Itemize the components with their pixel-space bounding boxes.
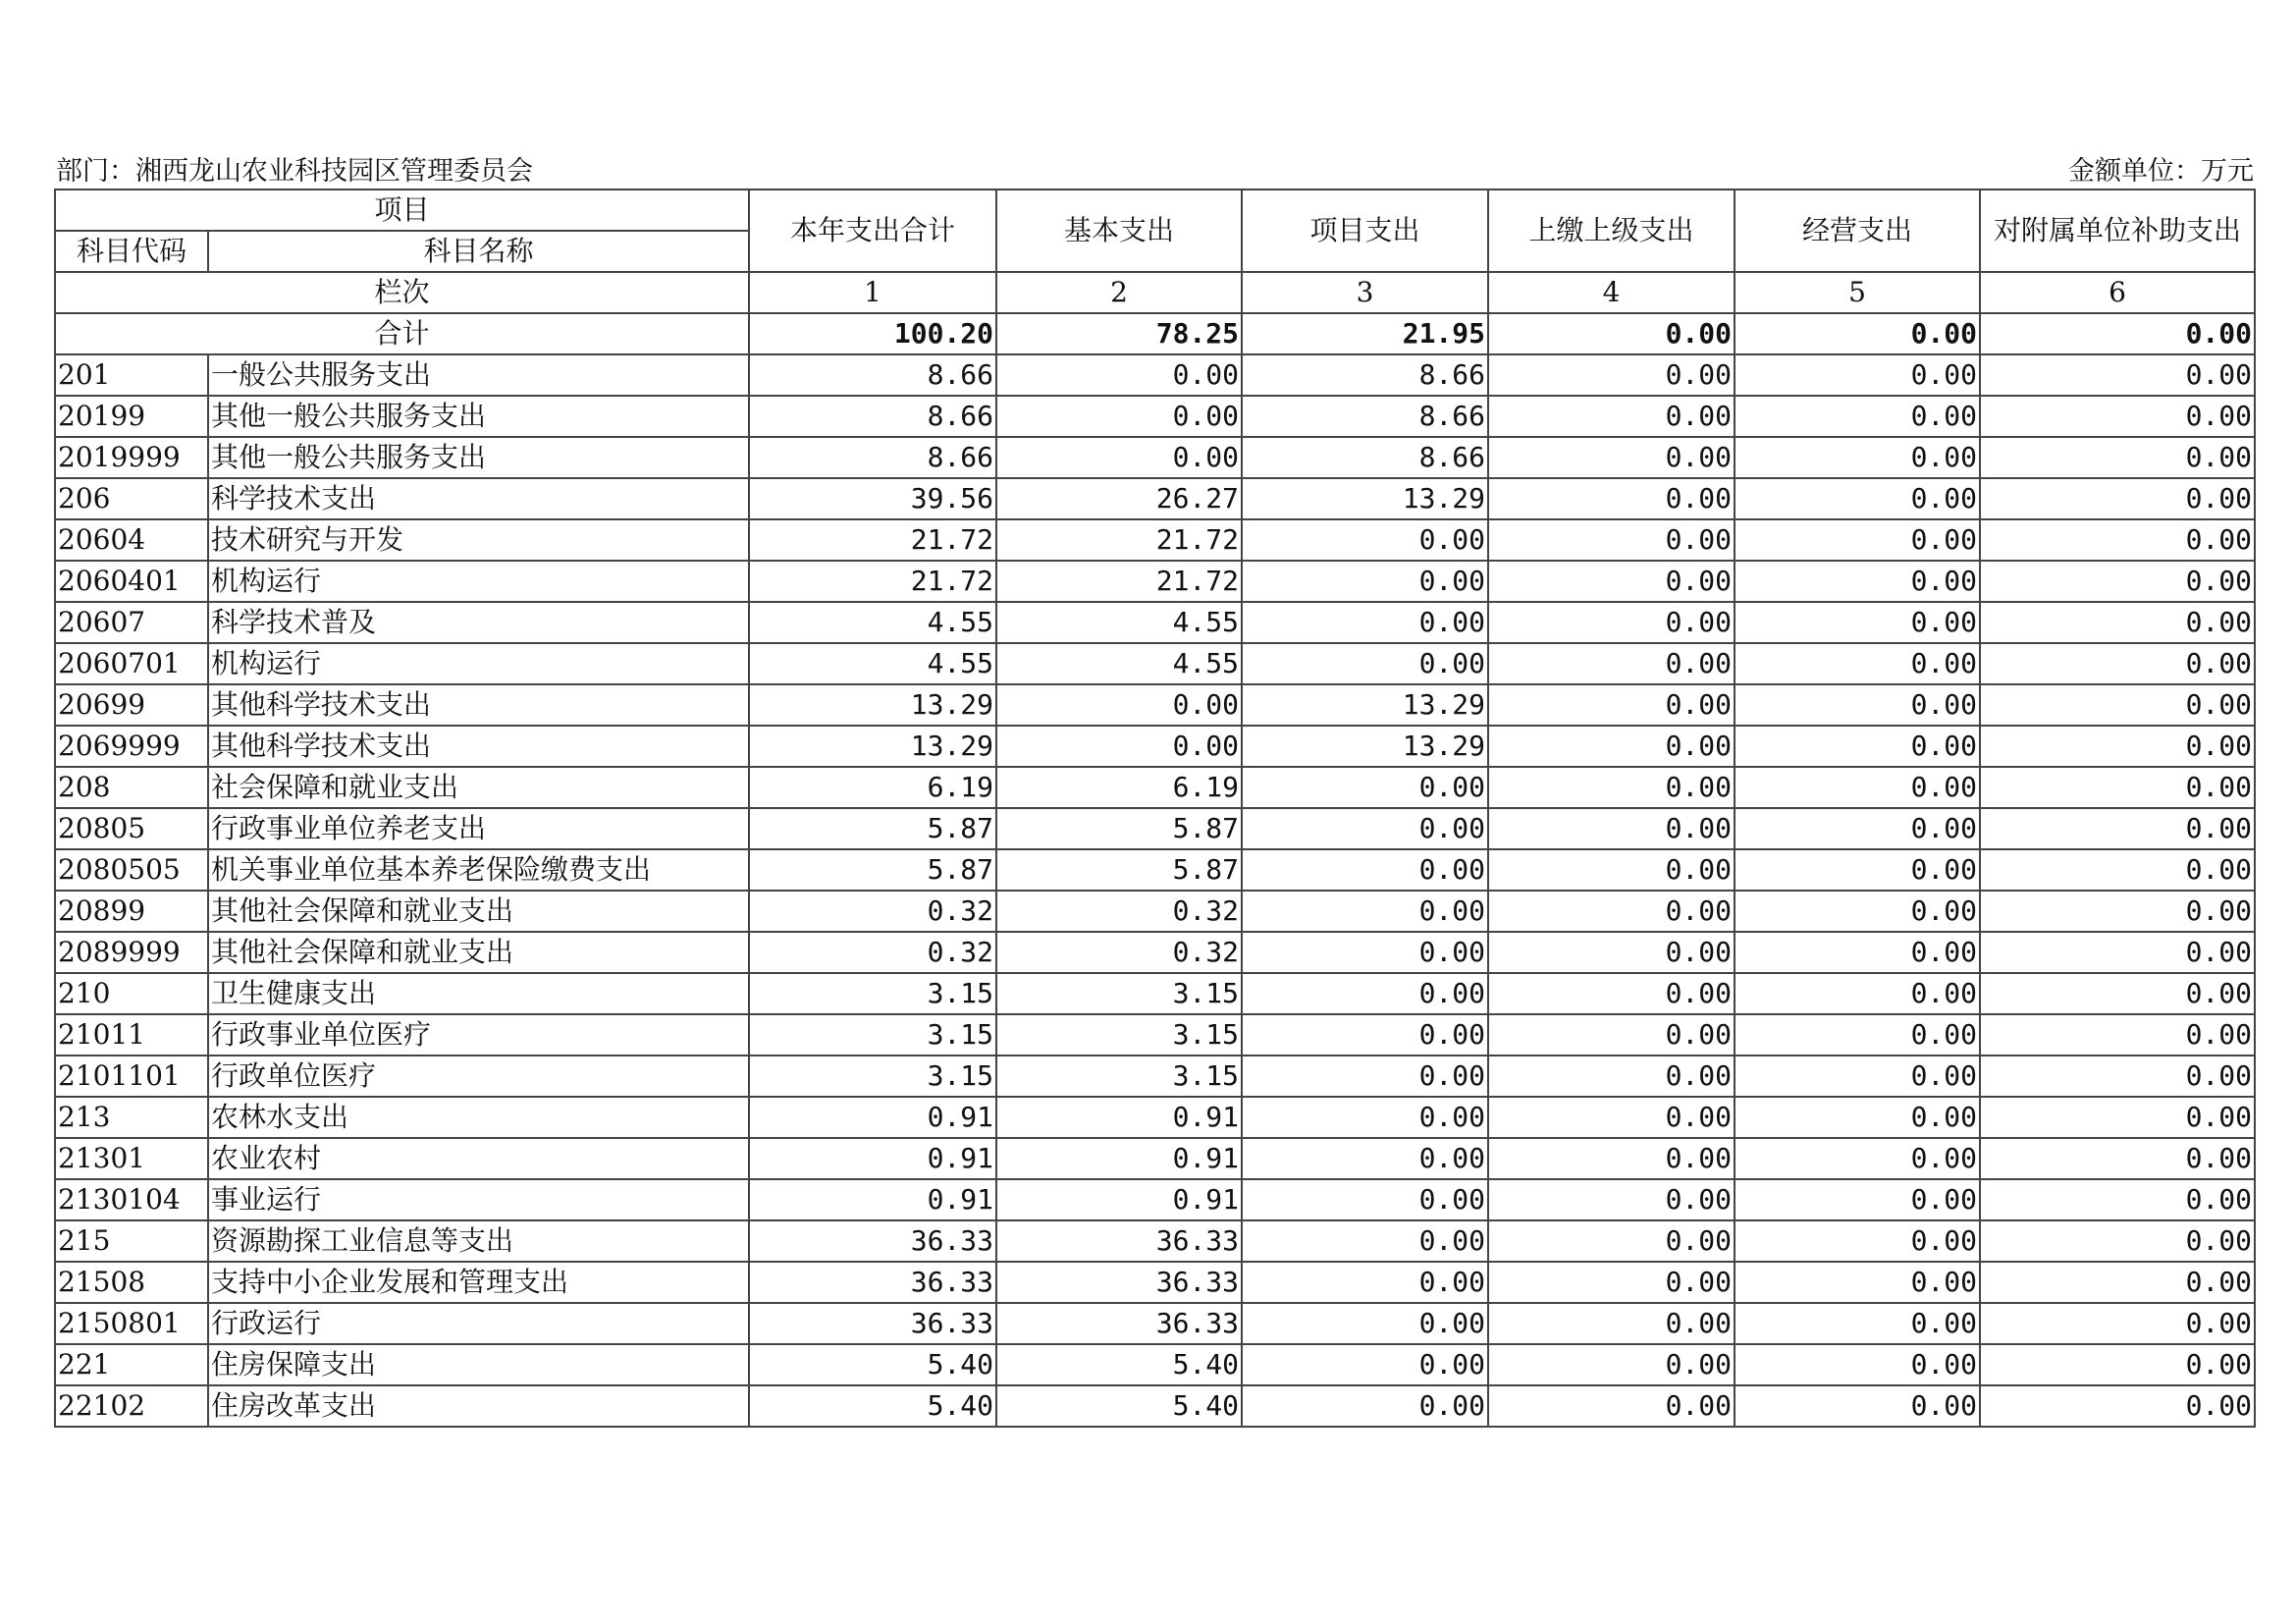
upper-cell: 0.00 [1488, 396, 1735, 437]
business-cell: 0.00 [1735, 1344, 1980, 1385]
upper-header: 上缴上级支出 [1488, 189, 1735, 272]
column-number-4: 4 [1488, 272, 1735, 313]
subject-name: 农业农村 [208, 1138, 749, 1179]
project-cell: 0.00 [1242, 1344, 1488, 1385]
basic-cell: 0.00 [996, 684, 1242, 726]
table-row [55, 932, 2255, 973]
total-cell: 13.29 [749, 726, 996, 767]
table-row [55, 396, 2255, 437]
subject-name: 行政运行 [208, 1303, 749, 1344]
business-cell: 0.00 [1735, 1220, 1980, 1262]
subject-code: 2060701 [55, 643, 208, 684]
subsidy-cell: 0.00 [1980, 891, 2255, 932]
business-cell: 0.00 [1735, 1138, 1980, 1179]
project-cell: 8.66 [1242, 437, 1488, 478]
subsidy-cell: 0.00 [1980, 561, 2255, 602]
basic-cell: 5.87 [996, 849, 1242, 891]
total-cell: 0.32 [749, 891, 996, 932]
subsidy-cell: 0.00 [1980, 396, 2255, 437]
total-cell: 6.19 [749, 767, 996, 808]
table-row [55, 1262, 2255, 1303]
table-row [55, 561, 2255, 602]
project-cell: 0.00 [1242, 1262, 1488, 1303]
subsidy-cell: 0.00 [1980, 478, 2255, 519]
upper-cell: 0.00 [1488, 1303, 1735, 1344]
subject-code: 20899 [55, 891, 208, 932]
business-cell: 0.00 [1735, 1097, 1980, 1138]
upper-cell: 0.00 [1488, 973, 1735, 1014]
subject-code: 2101101 [55, 1056, 208, 1097]
subject-code: 2019999 [55, 437, 208, 478]
subsidy-cell: 0.00 [1980, 726, 2255, 767]
basic-cell: 0.91 [996, 1097, 1242, 1138]
subsidy-cell: 0.00 [1980, 643, 2255, 684]
basic-cell: 36.33 [996, 1303, 1242, 1344]
subsidy-cell: 0.00 [1980, 1056, 2255, 1097]
table-row [55, 478, 2255, 519]
business-cell: 0.00 [1735, 767, 1980, 808]
subsidy-cell: 0.00 [1980, 1344, 2255, 1385]
table-row [55, 1097, 2255, 1138]
total-cell: 21.72 [749, 519, 996, 561]
subject-name: 住房保障支出 [208, 1344, 749, 1385]
upper-cell: 0.00 [1488, 1262, 1735, 1303]
project-cell: 0.00 [1242, 561, 1488, 602]
project-cell: 0.00 [1242, 932, 1488, 973]
department-label: 部门：湘西龙山农业科技园区管理委员会 [56, 156, 533, 187]
basic-cell: 0.32 [996, 891, 1242, 932]
upper-cell: 0.00 [1488, 354, 1735, 396]
subject-code: 20607 [55, 602, 208, 643]
column-number-label: 栏次 [55, 272, 749, 313]
business-cell: 0.00 [1735, 849, 1980, 891]
totals-row [55, 313, 2255, 354]
column-number-5: 5 [1735, 272, 1980, 313]
subject-code: 210 [55, 973, 208, 1014]
project-cell: 13.29 [1242, 726, 1488, 767]
basic-cell: 5.40 [996, 1385, 1242, 1427]
amount-unit-label: 金额单位：万元 [2068, 156, 2254, 187]
project-cell: 0.00 [1242, 519, 1488, 561]
table-row [55, 1220, 2255, 1262]
upper-cell: 0.00 [1488, 1220, 1735, 1262]
total-cell: 8.66 [749, 437, 996, 478]
table-row [55, 1385, 2255, 1427]
basic-cell: 3.15 [996, 1014, 1242, 1056]
subject-name: 其他社会保障和就业支出 [208, 891, 749, 932]
table-row [55, 602, 2255, 643]
basic-cell: 21.72 [996, 561, 1242, 602]
total-cell: 5.87 [749, 808, 996, 849]
subject-code: 21011 [55, 1014, 208, 1056]
project-cell: 13.29 [1242, 478, 1488, 519]
total-cell: 3.15 [749, 1056, 996, 1097]
basic-cell: 0.00 [996, 437, 1242, 478]
subject-code: 21508 [55, 1262, 208, 1303]
business-cell: 0.00 [1735, 561, 1980, 602]
upper-cell: 0.00 [1488, 1097, 1735, 1138]
subject-name: 行政事业单位养老支出 [208, 808, 749, 849]
business-cell: 0.00 [1735, 354, 1980, 396]
item-header: 项目 [55, 189, 749, 231]
total-cell: 5.40 [749, 1344, 996, 1385]
subsidy-cell: 0.00 [1980, 1014, 2255, 1056]
total-header: 本年支出合计 [749, 189, 996, 272]
upper-cell: 0.00 [1488, 561, 1735, 602]
business-cell: 0.00 [1735, 602, 1980, 643]
table-row [55, 808, 2255, 849]
subject-name: 住房改革支出 [208, 1385, 749, 1427]
subject-code: 20604 [55, 519, 208, 561]
upper-cell: 0.00 [1488, 437, 1735, 478]
subject-code: 208 [55, 767, 208, 808]
column-number-row [55, 272, 2255, 313]
column-number-6: 6 [1980, 272, 2255, 313]
table-row [55, 1179, 2255, 1220]
totals-upper: 0.00 [1488, 313, 1735, 354]
subject-name: 支持中小企业发展和管理支出 [208, 1262, 749, 1303]
table-row [55, 684, 2255, 726]
total-cell: 39.56 [749, 478, 996, 519]
upper-cell: 0.00 [1488, 891, 1735, 932]
business-cell: 0.00 [1735, 1056, 1980, 1097]
upper-cell: 0.00 [1488, 1056, 1735, 1097]
basic-cell: 21.72 [996, 519, 1242, 561]
business-cell: 0.00 [1735, 643, 1980, 684]
subject-name: 其他一般公共服务支出 [208, 396, 749, 437]
table-row [55, 891, 2255, 932]
business-cell: 0.00 [1735, 973, 1980, 1014]
subsidy-cell: 0.00 [1980, 1303, 2255, 1344]
project-header: 项目支出 [1242, 189, 1488, 272]
basic-cell: 0.91 [996, 1179, 1242, 1220]
upper-cell: 0.00 [1488, 1179, 1735, 1220]
totals-label: 合计 [55, 313, 749, 354]
subsidy-cell: 0.00 [1980, 437, 2255, 478]
total-cell: 36.33 [749, 1262, 996, 1303]
upper-cell: 0.00 [1488, 478, 1735, 519]
subsidy-header: 对附属单位补助支出 [1980, 189, 2255, 272]
total-cell: 4.55 [749, 602, 996, 643]
basic-cell: 26.27 [996, 478, 1242, 519]
basic-cell: 5.87 [996, 808, 1242, 849]
subject-name: 其他社会保障和就业支出 [208, 932, 749, 973]
basic-cell: 5.40 [996, 1344, 1242, 1385]
total-cell: 0.91 [749, 1138, 996, 1179]
basic-cell: 4.55 [996, 602, 1242, 643]
upper-cell: 0.00 [1488, 519, 1735, 561]
totals-project: 21.95 [1242, 313, 1488, 354]
subject-name: 事业运行 [208, 1179, 749, 1220]
basic-cell: 6.19 [996, 767, 1242, 808]
business-cell: 0.00 [1735, 1014, 1980, 1056]
business-cell: 0.00 [1735, 478, 1980, 519]
subsidy-cell: 0.00 [1980, 684, 2255, 726]
table-row [55, 973, 2255, 1014]
basic-cell: 36.33 [996, 1262, 1242, 1303]
upper-cell: 0.00 [1488, 849, 1735, 891]
subject-code: 20699 [55, 684, 208, 726]
business-cell: 0.00 [1735, 519, 1980, 561]
basic-cell: 36.33 [996, 1220, 1242, 1262]
subject-name: 农林水支出 [208, 1097, 749, 1138]
subsidy-cell: 0.00 [1980, 519, 2255, 561]
table-row [55, 437, 2255, 478]
header-row-item [55, 189, 2255, 231]
basic-cell: 3.15 [996, 1056, 1242, 1097]
totals-total: 100.20 [749, 313, 996, 354]
basic-cell: 0.32 [996, 932, 1242, 973]
column-number-2: 2 [996, 272, 1242, 313]
subject-name: 卫生健康支出 [208, 973, 749, 1014]
total-cell: 0.91 [749, 1179, 996, 1220]
total-cell: 13.29 [749, 684, 996, 726]
name-header: 科目名称 [208, 231, 749, 272]
total-cell: 0.32 [749, 932, 996, 973]
total-cell: 36.33 [749, 1220, 996, 1262]
upper-cell: 0.00 [1488, 1014, 1735, 1056]
subsidy-cell: 0.00 [1980, 849, 2255, 891]
column-number-3: 3 [1242, 272, 1488, 313]
total-cell: 0.91 [749, 1097, 996, 1138]
total-cell: 21.72 [749, 561, 996, 602]
total-cell: 5.40 [749, 1385, 996, 1427]
subject-name: 科学技术普及 [208, 602, 749, 643]
subject-code: 201 [55, 354, 208, 396]
subject-name: 其他科学技术支出 [208, 726, 749, 767]
upper-cell: 0.00 [1488, 1344, 1735, 1385]
project-cell: 0.00 [1242, 643, 1488, 684]
business-cell: 0.00 [1735, 437, 1980, 478]
project-cell: 0.00 [1242, 1179, 1488, 1220]
subject-name: 行政事业单位医疗 [208, 1014, 749, 1056]
project-cell: 0.00 [1242, 1056, 1488, 1097]
subject-code: 213 [55, 1097, 208, 1138]
project-cell: 0.00 [1242, 1097, 1488, 1138]
subject-name: 其他一般公共服务支出 [208, 437, 749, 478]
subject-code: 2130104 [55, 1179, 208, 1220]
total-cell: 4.55 [749, 643, 996, 684]
project-cell: 0.00 [1242, 1014, 1488, 1056]
totals-business: 0.00 [1735, 313, 1980, 354]
upper-cell: 0.00 [1488, 684, 1735, 726]
project-cell: 0.00 [1242, 1303, 1488, 1344]
business-cell: 0.00 [1735, 891, 1980, 932]
subject-name: 技术研究与开发 [208, 519, 749, 561]
subject-name: 机构运行 [208, 643, 749, 684]
subsidy-cell: 0.00 [1980, 1385, 2255, 1427]
subject-code: 20199 [55, 396, 208, 437]
business-cell: 0.00 [1735, 726, 1980, 767]
project-cell: 8.66 [1242, 354, 1488, 396]
table-row [55, 767, 2255, 808]
subsidy-cell: 0.00 [1980, 354, 2255, 396]
basic-cell: 0.91 [996, 1138, 1242, 1179]
project-cell: 0.00 [1242, 849, 1488, 891]
project-cell: 0.00 [1242, 808, 1488, 849]
total-cell: 3.15 [749, 1014, 996, 1056]
expenditure-table [54, 189, 2256, 1428]
table-row [55, 519, 2255, 561]
subject-name: 科学技术支出 [208, 478, 749, 519]
business-header: 经营支出 [1735, 189, 1980, 272]
subject-name: 资源勘探工业信息等支出 [208, 1220, 749, 1262]
basic-cell: 0.00 [996, 396, 1242, 437]
table-row [55, 354, 2255, 396]
totals-basic: 78.25 [996, 313, 1242, 354]
basic-header: 基本支出 [996, 189, 1242, 272]
subject-name: 其他科学技术支出 [208, 684, 749, 726]
subject-code: 206 [55, 478, 208, 519]
upper-cell: 0.00 [1488, 932, 1735, 973]
table-row [55, 726, 2255, 767]
table-row [55, 1303, 2255, 1344]
upper-cell: 0.00 [1488, 726, 1735, 767]
subject-code: 2069999 [55, 726, 208, 767]
project-cell: 0.00 [1242, 973, 1488, 1014]
upper-cell: 0.00 [1488, 808, 1735, 849]
column-number-1: 1 [749, 272, 996, 313]
project-cell: 0.00 [1242, 1385, 1488, 1427]
subject-code: 21301 [55, 1138, 208, 1179]
upper-cell: 0.00 [1488, 643, 1735, 684]
business-cell: 0.00 [1735, 1385, 1980, 1427]
subsidy-cell: 0.00 [1980, 1220, 2255, 1262]
business-cell: 0.00 [1735, 1262, 1980, 1303]
business-cell: 0.00 [1735, 1179, 1980, 1220]
total-cell: 8.66 [749, 396, 996, 437]
code-header: 科目代码 [55, 231, 208, 272]
subject-code: 221 [55, 1344, 208, 1385]
subject-name: 行政单位医疗 [208, 1056, 749, 1097]
subsidy-cell: 0.00 [1980, 1179, 2255, 1220]
project-cell: 0.00 [1242, 891, 1488, 932]
business-cell: 0.00 [1735, 396, 1980, 437]
subject-name: 一般公共服务支出 [208, 354, 749, 396]
total-cell: 36.33 [749, 1303, 996, 1344]
subject-code: 2150801 [55, 1303, 208, 1344]
table-row [55, 1138, 2255, 1179]
total-cell: 5.87 [749, 849, 996, 891]
subject-name: 社会保障和就业支出 [208, 767, 749, 808]
subsidy-cell: 0.00 [1980, 808, 2255, 849]
upper-cell: 0.00 [1488, 767, 1735, 808]
subject-code: 215 [55, 1220, 208, 1262]
upper-cell: 0.00 [1488, 602, 1735, 643]
subsidy-cell: 0.00 [1980, 602, 2255, 643]
business-cell: 0.00 [1735, 932, 1980, 973]
subject-code: 22102 [55, 1385, 208, 1427]
subsidy-cell: 0.00 [1980, 767, 2255, 808]
basic-cell: 0.00 [996, 354, 1242, 396]
business-cell: 0.00 [1735, 684, 1980, 726]
business-cell: 0.00 [1735, 808, 1980, 849]
subject-code: 2060401 [55, 561, 208, 602]
total-cell: 3.15 [749, 973, 996, 1014]
subject-code: 2080505 [55, 849, 208, 891]
project-cell: 0.00 [1242, 602, 1488, 643]
basic-cell: 0.00 [996, 726, 1242, 767]
table-row [55, 1014, 2255, 1056]
subject-code: 2089999 [55, 932, 208, 973]
subsidy-cell: 0.00 [1980, 1097, 2255, 1138]
table-row [55, 849, 2255, 891]
total-cell: 8.66 [749, 354, 996, 396]
basic-cell: 4.55 [996, 643, 1242, 684]
project-cell: 0.00 [1242, 1138, 1488, 1179]
upper-cell: 0.00 [1488, 1385, 1735, 1427]
subsidy-cell: 0.00 [1980, 932, 2255, 973]
upper-cell: 0.00 [1488, 1138, 1735, 1179]
subject-code: 20805 [55, 808, 208, 849]
subject-name: 机构运行 [208, 561, 749, 602]
basic-cell: 3.15 [996, 973, 1242, 1014]
table-row [55, 1056, 2255, 1097]
table-row [55, 643, 2255, 684]
project-cell: 8.66 [1242, 396, 1488, 437]
table-row [55, 1344, 2255, 1385]
project-cell: 0.00 [1242, 767, 1488, 808]
subsidy-cell: 0.00 [1980, 1138, 2255, 1179]
business-cell: 0.00 [1735, 1303, 1980, 1344]
subsidy-cell: 0.00 [1980, 973, 2255, 1014]
totals-subsidy: 0.00 [1980, 313, 2255, 354]
project-cell: 13.29 [1242, 684, 1488, 726]
subsidy-cell: 0.00 [1980, 1262, 2255, 1303]
subject-name: 机关事业单位基本养老保险缴费支出 [208, 849, 749, 891]
project-cell: 0.00 [1242, 1220, 1488, 1262]
